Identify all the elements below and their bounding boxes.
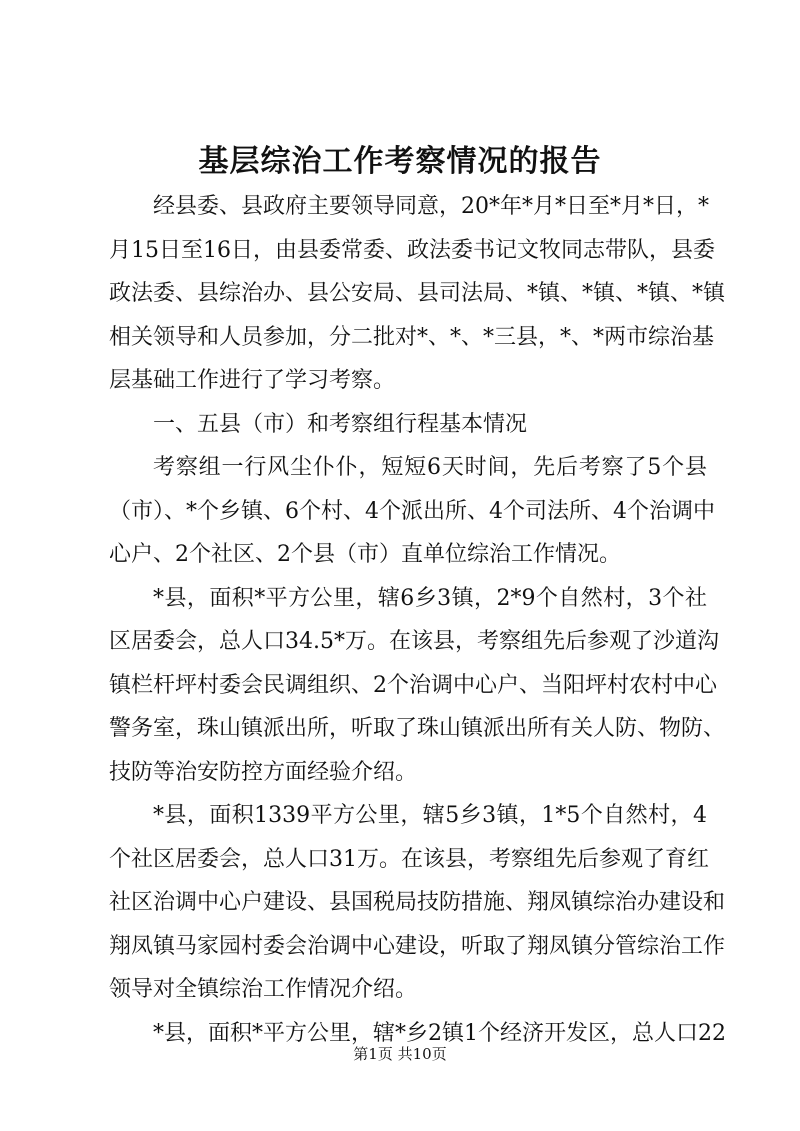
paragraph-overview: [109, 446, 715, 577]
paragraph-county-2: [109, 794, 726, 1012]
document-body: [109, 185, 726, 1055]
text-line: 政法委、县综治办、县公安局、县司法局、*镇、*镇、*镇、*镇: [109, 281, 726, 306]
text-line: *县，面积*平方公里，辖*乡2镇1个经济开发区，总人口22: [153, 1020, 726, 1046]
text-line: *县，面积1339平方公里，辖5乡3镇，1*5个自然村，4: [153, 803, 707, 828]
text-line: 相关领导和人员参加，分二批对*、*、*三县，*、*两市综治基: [109, 324, 715, 350]
paragraph-intro: [109, 185, 726, 403]
text-line: 镇栏杆坪村委会民调组织、2个治调中心户、当阳坪村农村中心: [109, 672, 717, 698]
paragraph-county-1: [109, 577, 726, 795]
text-line: 翔凤镇马家园村委会治调中心建设，听取了翔凤镇分管综治工作: [109, 933, 726, 959]
text-line: 考察组一行风尘仆仆，短短6天时间，先后考察了5个县: [153, 455, 707, 480]
page-number-footer: 第1页 共10页: [353, 1045, 447, 1063]
text-line: 领导对全镇综治工作情况介绍。: [109, 977, 418, 1002]
text-line: 经县委、县政府主要领导同意，20*年*月*日至*月*日，*: [153, 194, 709, 219]
text-line: （市）、*个乡镇、6个村、4个派出所、4个司法所、4个治调中: [109, 498, 715, 524]
text-line: 一、五县（市）和考察组行程基本情况: [153, 411, 528, 437]
text-line: 技防等治安防控方面经验介绍。: [109, 759, 418, 785]
text-line: 区居委会，总人口34.5*万。在该县，考察组先后参观了沙道沟: [109, 629, 719, 654]
text-line: 警务室，珠山镇派出所，听取了珠山镇派出所有关人防、物防、: [109, 716, 726, 741]
text-line: 月15日至16日，由县委常委、政法委书记文牧同志带队，县委: [109, 237, 715, 263]
text-line: *县，面积*平方公里，辖6乡3镇，2*9个自然村，3个社: [153, 585, 707, 611]
text-line: 层基础工作进行了学习考察。: [109, 368, 396, 393]
document-title: 基层综治工作考察情况的报告: [198, 144, 602, 179]
text-line: 社区治调中心户建设、县国税局技防措施、翔凤镇综治办建设和: [109, 890, 726, 915]
section-heading: [109, 403, 707, 447]
text-line: 心户、2个社区、2个县（市）直单位综治工作情况。: [109, 542, 621, 567]
text-line: 个社区居委会，总人口31万。在该县，考察组先后参观了育红: [109, 846, 709, 872]
